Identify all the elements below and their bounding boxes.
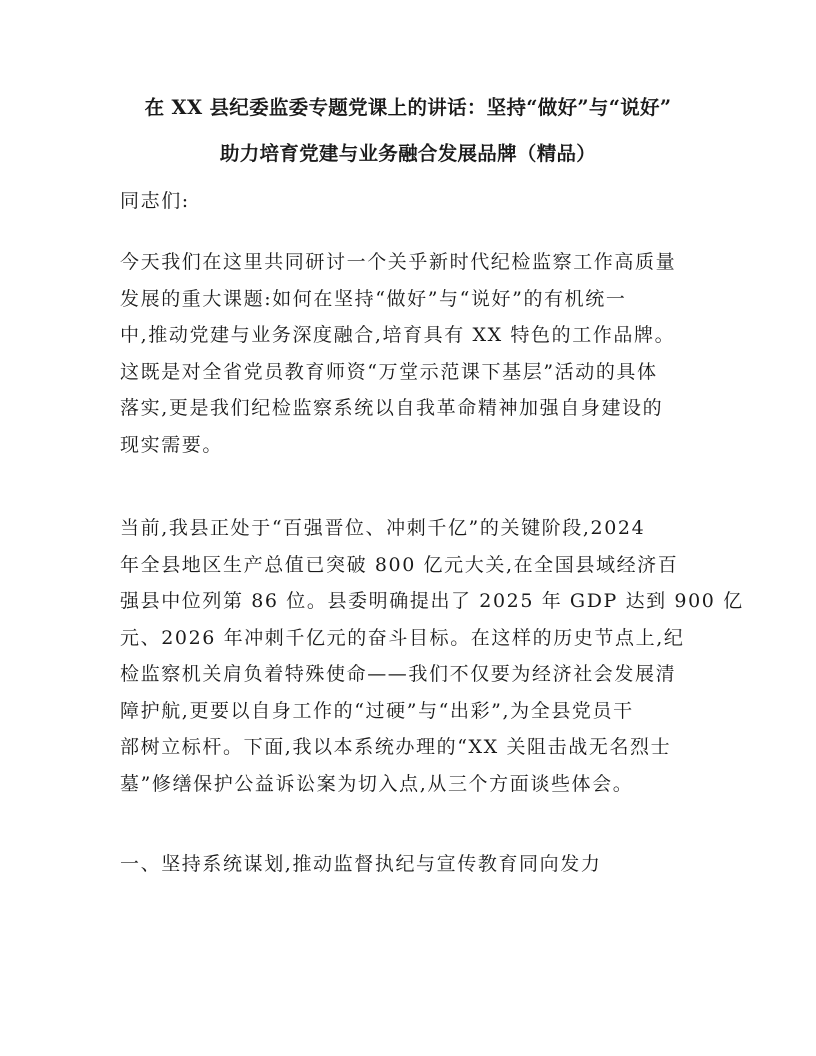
paragraph-line: 元、2026 年冲刺千亿元的奋斗目标。在这样的历史节点上,纪: [120, 626, 685, 649]
section-heading-1: 一、坚持系统谋划,推动监督执纪与宣传教育同向发力: [120, 853, 602, 875]
paragraph-context: [120, 510, 744, 802]
paragraph-line: 这既是对全省党员教育师资“万堂示范课下基层”活动的具体: [120, 360, 658, 383]
paragraph-line: 落实,更是我们纪检监察系统以自我革命精神加强自身建设的: [120, 397, 664, 419]
paragraph-line: 检监察机关肩负着特殊使命——我们不仅要为经济社会发展清: [120, 663, 677, 685]
paragraph-line: 今天我们在这里共同研讨一个关乎新时代纪检监察工作高质量: [120, 251, 677, 273]
document-title-line-2: 助力培育党建与业务融合发展品牌（精品）: [219, 142, 597, 165]
document-title-line-1: 在 XX 县纪委监委专题党课上的讲话：坚持“做好”与“说好”: [144, 96, 672, 119]
paragraph-line: 年全县地区生产总值已突破 800 亿元大关,在全国县域经济百: [120, 553, 679, 576]
paragraph-line: 现实需要。: [120, 433, 224, 456]
paragraph-line: 强县中位列第 86 位。县委明确提出了 2025 年 GDP 达到 900 亿: [120, 590, 744, 612]
paragraph-line: 当前,我县正处于“百强晋位、冲刺千亿”的关键阶段,2024: [120, 517, 646, 539]
paragraph-line: 墓”修缮保护公益诉讼案为切入点,从三个方面谈些体会。: [120, 772, 634, 795]
paragraph-line: 部树立标杆。下面,我以本系统办理的“XX 关阻击战无名烈士: [120, 736, 672, 758]
paragraph-intro: [120, 244, 716, 463]
paragraph-line: 中,推动党建与业务深度融合,培育具有 XX 特色的工作品牌。: [120, 324, 676, 346]
paragraph-line: 发展的重大课题:如何在坚持“做好”与“说好”的有机统一: [120, 287, 627, 310]
salutation: 同志们:: [120, 190, 190, 212]
paragraph-line: 障护航,更要以自身工作的“过硬”与“出彩”,为全县党员干: [120, 699, 634, 722]
